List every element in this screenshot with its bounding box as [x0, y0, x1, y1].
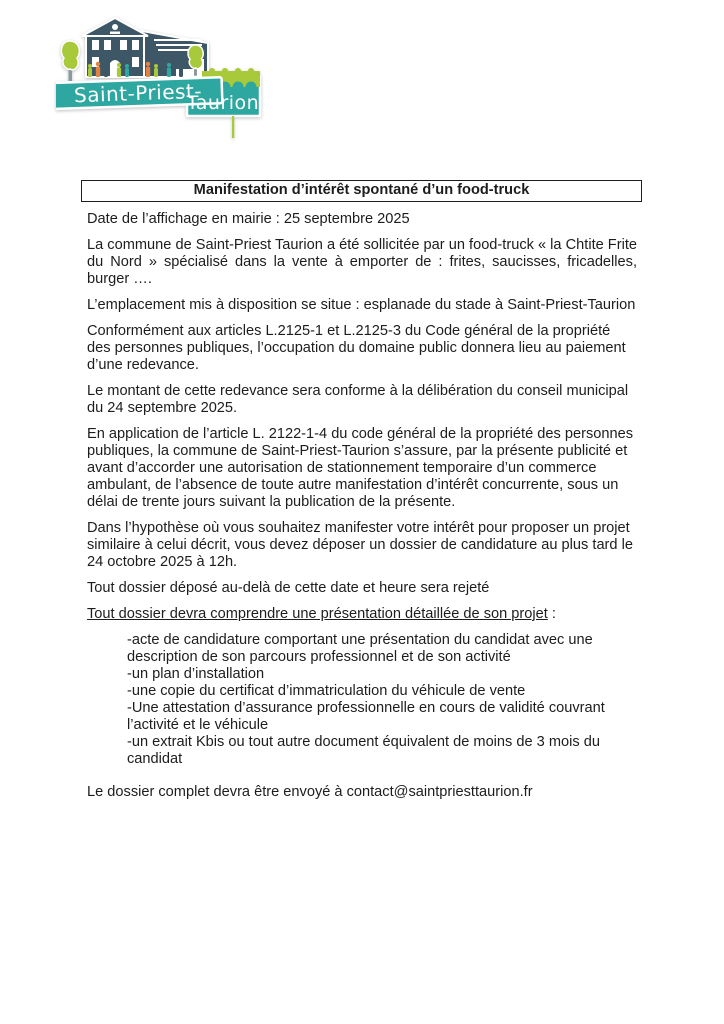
requirement-item: -un plan d’installation	[127, 666, 265, 682]
paragraph: Le montant de cette redevance sera conforme à la délibération du conseil municipal du 24 septembre 2025.	[87, 383, 629, 416]
date-line: Date de l’affichage en mairie : 25 septembre 2025	[87, 211, 410, 227]
requirements-list	[127, 632, 638, 768]
requirement-item: -un extrait Kbis ou tout autre document équivalent de moins de 3 mois du candidat	[127, 734, 600, 767]
paragraph: L’emplacement mis à disposition se situe : esplanade du stade à Saint-Priest-Taurion	[87, 297, 636, 313]
requirements-heading-colon: :	[547, 606, 556, 622]
closing-text: Le dossier complet devra être envoyé à	[87, 784, 347, 800]
town-hall-illustration	[56, 13, 264, 141]
requirement-item: -acte de candidature comportant une présentation du candidat avec une description de son parcours professionnel et de son activité	[127, 632, 593, 665]
paragraph: En application de l’article L. 2122-1-4 du code général de la propriété des personnes publiques, la commune de Saint-Priest-Taurion s’assure, par la présente publicité et avant d’accorder une autorisation de stationnement temporaire d’un commerce ambulant, de l’absence de toute autre manifestation d’intérêt concurrente, sous un délai de trente jours suivant la publication de la présente.	[87, 426, 634, 510]
requirement-item: -une copie du certificat d’immatriculation du véhicule de vente	[127, 683, 526, 699]
requirements-heading-text: Tout dossier devra comprendre une présentation détaillée de son projet	[87, 606, 548, 622]
closing-line	[87, 784, 637, 801]
document-body	[87, 211, 637, 801]
logo-commune-name-line1: Saint-Priest-	[73, 78, 203, 108]
contact-email: contact@saintpriesttaurion.fr	[346, 784, 533, 800]
document-title-box	[81, 180, 642, 202]
requirements-heading	[87, 606, 637, 623]
document-content	[81, 180, 642, 810]
requirement-item: -Une attestation d’assurance professionnelle en cours de validité couvrant l’activité et le véhicule	[127, 700, 605, 733]
commune-logo	[56, 13, 264, 141]
document-title: Manifestation d’intérêt spontané d’un food-truck	[193, 182, 530, 198]
logo-commune-name-line2: Taurion	[186, 92, 260, 114]
paragraph: Tout dossier déposé au-delà de cette date et heure sera rejeté	[87, 580, 490, 596]
paragraph: La commune de Saint-Priest Taurion a été sollicitée par un food-truck « la Chtite Frite du Nord » spécialisé dans la vente à emporter de : frites, saucisses, fricadelles, burger ….	[87, 237, 637, 287]
paragraph: Conformément aux articles L.2125-1 et L.2125-3 du Code général de la propriété des personnes publiques, l’occupation du domaine public donnera lieu au paiement d’une redevance.	[87, 323, 626, 373]
paragraph: Dans l’hypothèse où vous souhaitez manifester votre intérêt pour proposer un projet similaire à celui décrit, vous devez déposer un dossier de candidature au plus tard le 24 octobre 2025 à 12h.	[87, 520, 633, 570]
tree-icon	[61, 41, 79, 81]
